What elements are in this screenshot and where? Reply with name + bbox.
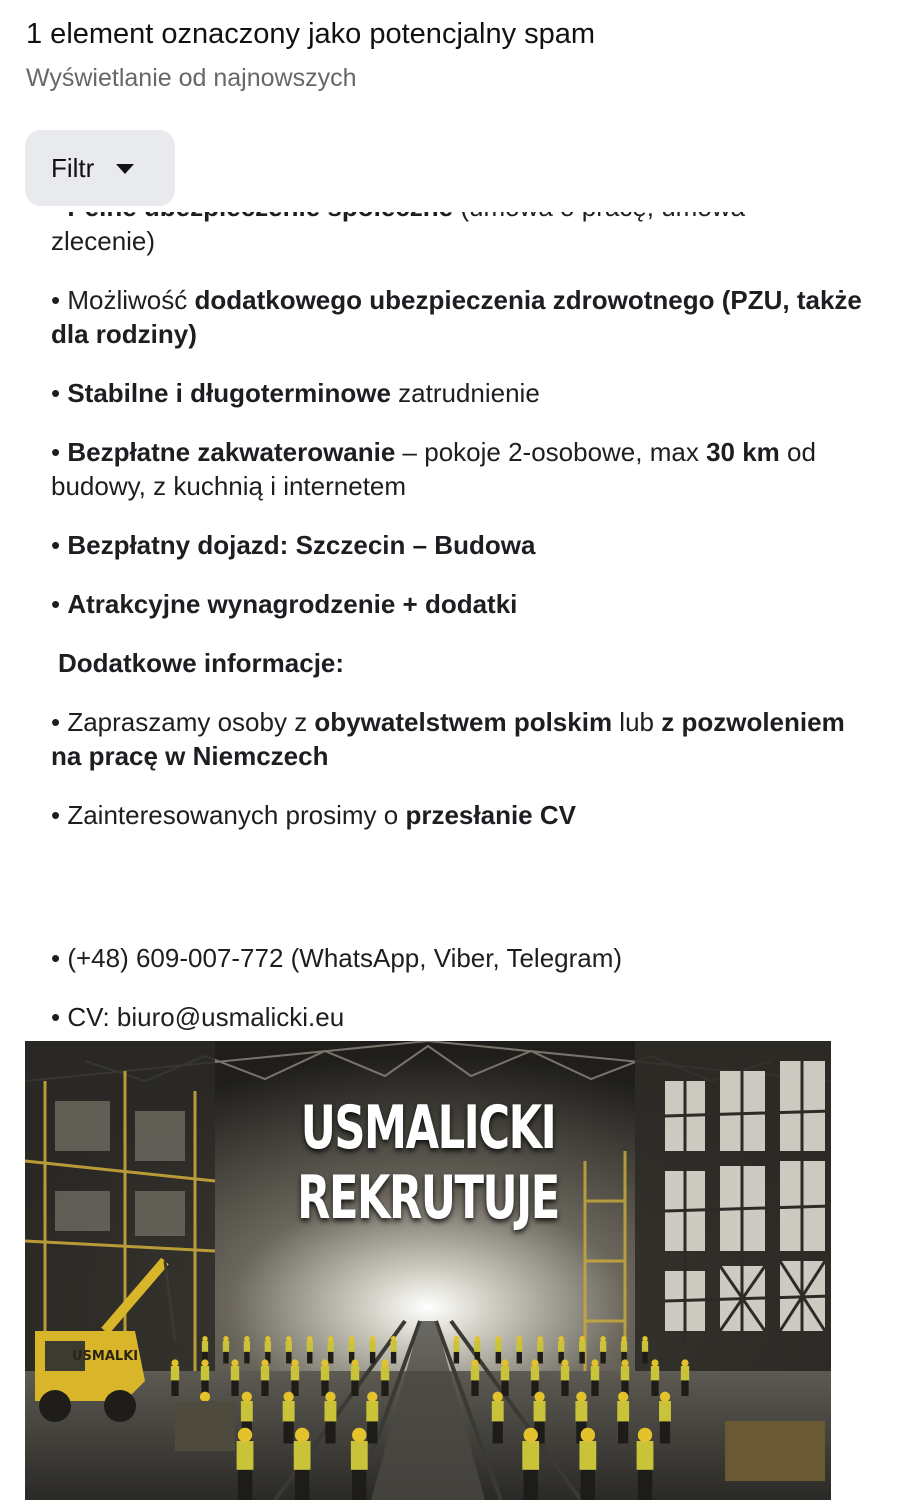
worker-legs	[367, 1421, 377, 1443]
worker-legs	[352, 1470, 366, 1500]
worker-vest	[681, 1366, 689, 1380]
worker-vest	[471, 1366, 479, 1380]
post-line-email: • CV: biuro@usmalicki.eu	[51, 1002, 345, 1032]
worker-vest	[351, 1441, 368, 1470]
worker-helmet	[328, 1336, 333, 1341]
salary-bold: Atrakcyjne wynagrodzenie + dodatki	[67, 589, 518, 619]
worker-helmet	[201, 1359, 208, 1366]
worker-vest	[501, 1366, 509, 1380]
worker-vest	[621, 1366, 629, 1380]
page-title: 1 element oznaczony jako potencjalny spam	[26, 18, 596, 50]
post-line-stable-employment	[51, 376, 881, 410]
worker-helmet	[638, 1428, 652, 1442]
worker-vest	[516, 1341, 522, 1352]
worker-vest	[261, 1366, 269, 1380]
worker-vest	[492, 1401, 504, 1421]
worker-helmet	[223, 1336, 228, 1341]
citizenship-bold: obywatelstwem polskim	[314, 707, 613, 737]
worker-vest	[534, 1401, 546, 1421]
worker-legs	[651, 1380, 658, 1396]
worker-vest	[642, 1341, 648, 1352]
worker-vest	[171, 1366, 179, 1380]
social-insurance-wrap: zlecenie)	[51, 226, 156, 256]
worker-vest	[201, 1366, 209, 1380]
worker-vest	[659, 1401, 671, 1421]
transport-bullet: •	[51, 530, 68, 560]
worker-vest	[522, 1441, 539, 1470]
worker-helmet	[261, 1359, 268, 1366]
worker-helmet	[349, 1336, 354, 1341]
worker-legs	[642, 1352, 647, 1364]
worker-legs	[591, 1380, 598, 1396]
worker-helmet	[600, 1336, 605, 1341]
worker-vest	[349, 1341, 355, 1352]
cv-request-prefix: • Zainteresowanych prosimy o	[51, 800, 406, 830]
accommodation-text: – pokoje 2-osobowe, max	[395, 437, 707, 467]
worker-legs	[517, 1352, 522, 1364]
worker-helmet	[286, 1336, 291, 1341]
worker-helmet	[171, 1359, 178, 1366]
worker-helmet	[517, 1336, 522, 1341]
worker-vest	[237, 1441, 254, 1470]
worker-vest	[579, 1341, 585, 1352]
worker-helmet	[618, 1392, 628, 1402]
accommodation-distance: 30 km	[706, 437, 780, 467]
worker-vest	[621, 1341, 627, 1352]
worker-vest	[328, 1341, 334, 1352]
worker-helmet	[561, 1359, 568, 1366]
cv-request-bold: przesłanie CV	[405, 800, 576, 830]
worker-legs	[501, 1380, 508, 1396]
worker-vest	[561, 1366, 569, 1380]
worker-legs	[370, 1352, 375, 1364]
worker-legs	[638, 1470, 652, 1500]
citizenship-or: lub	[612, 707, 662, 737]
worker-helmet	[454, 1336, 459, 1341]
filter-label: Filtr	[51, 152, 95, 183]
worker-legs	[171, 1380, 178, 1396]
worker-helmet	[202, 1336, 207, 1341]
worker-legs	[600, 1352, 605, 1364]
worker-legs	[381, 1380, 388, 1396]
image-headline-line1: USMALICKI	[300, 1093, 556, 1163]
worker-legs	[454, 1352, 459, 1364]
worker-helmet	[391, 1336, 396, 1341]
worker-legs	[231, 1380, 238, 1396]
worker-legs	[307, 1352, 312, 1364]
worker-helmet	[651, 1359, 658, 1366]
worker-vest	[321, 1366, 329, 1380]
worker-vest	[366, 1401, 378, 1421]
stable-bullet: •	[51, 378, 68, 408]
worker-vest	[495, 1341, 501, 1352]
worker-helmet	[501, 1359, 508, 1366]
worker-legs	[618, 1421, 628, 1443]
worker-helmet	[295, 1428, 309, 1442]
worker-legs	[493, 1421, 503, 1443]
worker-vest	[575, 1401, 587, 1421]
image-headline-line2: REKRUTUJE	[297, 1163, 559, 1233]
worker-helmet	[621, 1359, 628, 1366]
post-line-health-insurance	[51, 283, 881, 351]
worker-helmet	[321, 1359, 328, 1366]
citizenship-prefix: • Zapraszamy osoby z	[51, 707, 315, 737]
worker-helmet	[284, 1392, 294, 1402]
worker-helmet	[660, 1392, 670, 1402]
spam-header	[0, 0, 908, 212]
worker-vest	[325, 1401, 337, 1421]
worker-legs	[295, 1470, 309, 1500]
worker-legs	[244, 1352, 249, 1364]
worker-vest	[369, 1341, 375, 1352]
post-line-salary	[51, 587, 881, 621]
worker-vest	[637, 1441, 654, 1470]
health-insurance-prefix: • Możliwość	[51, 285, 195, 315]
worker-helmet	[538, 1336, 543, 1341]
sort-order-label: Wyświetlanie od najnowszych	[26, 64, 357, 92]
health-insurance-bold: dodatkowego ubezpieczenia zdrowotnego (PZU, także dla rodziny)	[51, 285, 862, 349]
worker-legs	[325, 1421, 335, 1443]
worker-vest	[651, 1366, 659, 1380]
worker-vest	[283, 1401, 295, 1421]
worker-vest	[265, 1341, 271, 1352]
worker-legs	[471, 1380, 478, 1396]
worker-legs	[496, 1352, 501, 1364]
worker-legs	[579, 1352, 584, 1364]
worker-helmet	[381, 1359, 388, 1366]
work-permit-bold: z pozwoleniem na pracę w Niemczech	[51, 707, 845, 771]
worker-vest	[223, 1341, 229, 1352]
section-heading: Dodatkowe informacje:	[58, 648, 345, 678]
worker-vest	[600, 1341, 606, 1352]
worker-helmet	[642, 1336, 647, 1341]
worker-vest	[291, 1366, 299, 1380]
worker-vest	[286, 1341, 292, 1352]
stable-bold: Stabilne i długoterminowe	[67, 378, 391, 408]
worker-vest	[381, 1366, 389, 1380]
worker-helmet	[681, 1359, 688, 1366]
worker-legs	[581, 1470, 595, 1500]
post-image[interactable]	[25, 1041, 831, 1500]
post-line-cv-request	[51, 798, 881, 832]
worker-helmet	[621, 1336, 626, 1341]
worker-helmet	[558, 1336, 563, 1341]
worker-legs	[223, 1352, 228, 1364]
worker-helmet	[325, 1392, 335, 1402]
worker-legs	[286, 1352, 291, 1364]
worker-vest	[558, 1341, 564, 1352]
worker-helmet	[471, 1359, 478, 1366]
worker-helmet	[496, 1336, 501, 1341]
worker-helmet	[581, 1428, 595, 1442]
worker-legs	[524, 1470, 538, 1500]
worker-vest	[244, 1341, 250, 1352]
post-line-accommodation	[51, 435, 881, 503]
post-body	[51, 190, 881, 1059]
accommodation-rest: od budowy, z kuchnią i internetem	[51, 437, 816, 501]
worker-helmet	[493, 1392, 503, 1402]
post-line-phone: • (+48) 609-007-772 (WhatsApp, Viber, Telegram)	[51, 943, 623, 973]
worker-legs	[681, 1380, 688, 1396]
worker-helmet	[351, 1359, 358, 1366]
worker-vest	[307, 1341, 313, 1352]
worker-legs	[261, 1380, 268, 1396]
crane-brand-label: USMALKI	[72, 1349, 139, 1364]
worker-legs	[328, 1352, 333, 1364]
worker-helmet	[352, 1428, 366, 1442]
worker-legs	[238, 1470, 252, 1500]
filter-button[interactable]	[25, 130, 175, 206]
worker-helmet	[307, 1336, 312, 1341]
worker-legs	[391, 1352, 396, 1364]
post-line-citizenship	[51, 705, 881, 773]
worker-helmet	[291, 1359, 298, 1366]
worker-vest	[241, 1401, 253, 1421]
caret-down-icon	[116, 164, 134, 174]
worker-helmet	[200, 1392, 210, 1402]
worker-helmet	[524, 1428, 538, 1442]
worker-vest	[579, 1441, 596, 1470]
worker-vest	[537, 1341, 543, 1352]
worker-vest	[202, 1341, 208, 1352]
worker-helmet	[367, 1392, 377, 1402]
worker-vest	[390, 1341, 396, 1352]
stable-rest: zatrudnienie	[390, 378, 540, 408]
worker-legs	[660, 1421, 670, 1443]
worker-helmet	[265, 1336, 270, 1341]
worker-vest	[231, 1366, 239, 1380]
worker-helmet	[579, 1336, 584, 1341]
worker-helmet	[231, 1359, 238, 1366]
post-line-transport	[51, 528, 881, 562]
worker-vest	[453, 1341, 459, 1352]
worker-legs	[351, 1380, 358, 1396]
worker-vest	[617, 1401, 629, 1421]
accommodation-bold: Bezpłatne zakwaterowanie	[67, 437, 396, 467]
worker-legs	[284, 1421, 294, 1443]
worker-legs	[561, 1380, 568, 1396]
worker-helmet	[242, 1392, 252, 1402]
worker-vest	[591, 1366, 599, 1380]
salary-bullet: •	[51, 589, 68, 619]
worker-helmet	[576, 1392, 586, 1402]
worker-vest	[531, 1366, 539, 1380]
worker-helmet	[534, 1392, 544, 1402]
worker-helmet	[244, 1336, 249, 1341]
worker-helmet	[475, 1336, 480, 1341]
worker-helmet	[531, 1359, 538, 1366]
transport-bold: Bezpłatny dojazd: Szczecin – Budowa	[67, 530, 536, 560]
worker-vest	[474, 1341, 480, 1352]
worker-vest	[351, 1366, 359, 1380]
accommodation-bullet: •	[51, 437, 68, 467]
blank-space	[51, 857, 881, 941]
worker-helmet	[591, 1359, 598, 1366]
worker-helmet	[238, 1428, 252, 1442]
worker-vest	[294, 1441, 311, 1470]
worker-helmet	[370, 1336, 375, 1341]
